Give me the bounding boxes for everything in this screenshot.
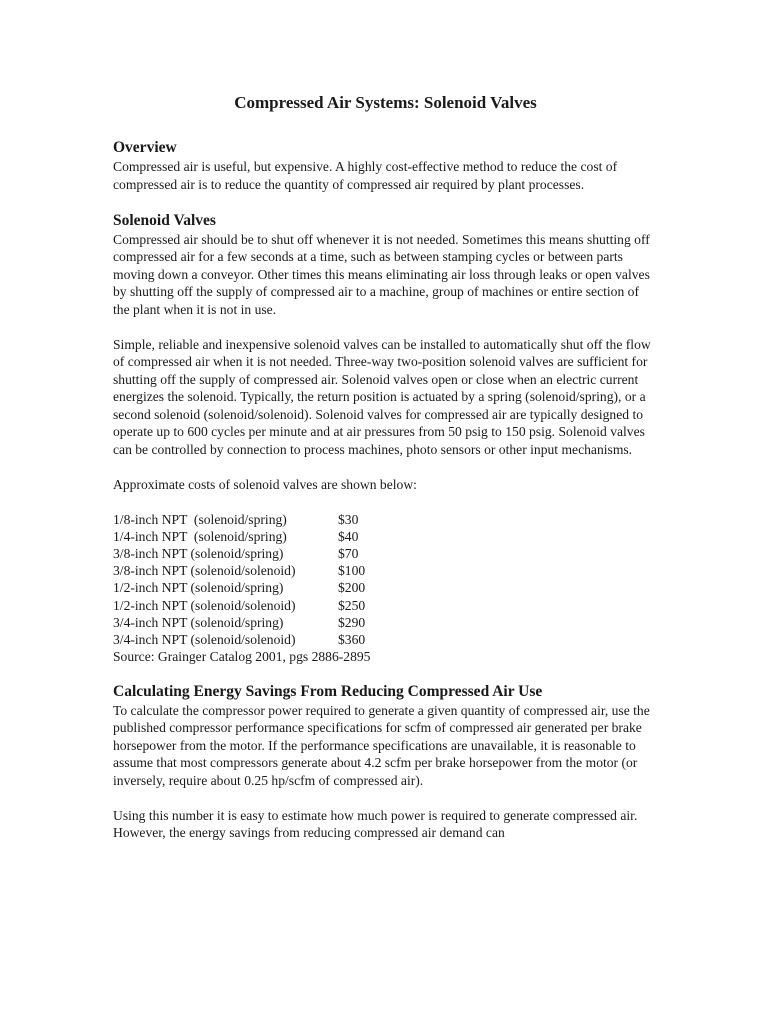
cost-value: $250 — [338, 597, 366, 613]
overview-heading: Overview — [113, 139, 177, 156]
cost-row — [113, 545, 658, 562]
cost-row — [113, 631, 658, 648]
solenoid-paragraph-1: Compressed air should be to shut off whenever it is not needed. Sometimes this means shutting off compressed air for a few seconds at a time, such as between stamping cycles or between parts moving down a conveyor. Other times this means eliminating air loss through leaks or open valves by shutting off the supply of compressed air to a machine, group of machines or entire section of the plant when it is not in use. — [113, 231, 650, 317]
cost-value: $200 — [338, 580, 366, 596]
energy-savings-heading: Calculating Energy Savings From Reducing Compressed Air Use — [113, 682, 543, 700]
energy-savings-section — [113, 682, 658, 842]
cost-value: $40 — [338, 528, 359, 544]
cost-value: $360 — [338, 631, 366, 647]
solenoid-paragraph-2: Simple, reliable and inexpensive solenoid valves can be installed to automatically shut off the flow of compressed air when it is not needed. Three-way two-position solenoid valves are sufficient for shutting off the supply of compressed air. Solenoid valves open or close when an electric current energizes the solenoid. Typically, the return position is actuated by a spring (solenoid/spring), or a second solenoid (solenoid/solenoid). Solenoid valves for compressed air are typically designed to operate up to 600 cycles per minute and at air pressures from 50 psig to 150 psig. Solenoid valves can be controlled by connection to process machines, photo sensors or other input mechanisms. — [113, 336, 651, 457]
cost-row — [113, 597, 658, 614]
overview-paragraph: Compressed air is useful, but expensive. A highly cost-effective method to reduce the cost of compressed air is to reduce the quantity of compressed air required by plant processes. — [113, 159, 618, 192]
cost-item: 1/4-inch NPT (solenoid/spring) — [113, 528, 287, 544]
cost-row — [113, 511, 658, 528]
cost-row — [113, 614, 658, 631]
cost-value: $70 — [338, 545, 359, 561]
savings-paragraph-2: Using this number it is easy to estimate how much power is required to generate compressed air. However, the energy savings from reducing compressed air demand can — [113, 807, 638, 841]
cost-item: 1/2-inch NPT (solenoid/spring) — [113, 580, 284, 596]
cost-value: $30 — [338, 511, 359, 527]
valve-cost-list — [113, 511, 658, 649]
cost-value: $100 — [338, 563, 366, 579]
cost-row — [113, 562, 658, 579]
document-page — [113, 92, 658, 859]
overview-section — [113, 138, 658, 193]
cost-row — [113, 528, 658, 545]
document-title: Compressed Air Systems: Solenoid Valves — [234, 93, 537, 112]
cost-item: 3/8-inch NPT (solenoid/solenoid) — [113, 563, 296, 579]
cost-item: 1/2-inch NPT (solenoid/solenoid) — [113, 597, 296, 613]
cost-row — [113, 579, 658, 596]
costs-source: Source: Grainger Catalog 2001, pgs 2886-2895 — [113, 649, 371, 665]
cost-item: 3/4-inch NPT (solenoid/spring) — [113, 614, 284, 630]
savings-paragraph-1: To calculate the compressor power required to generate a given quantity of compressed air, use the published compressor performance specifications for scfm of compressed air generated per brake horsepower from the motor. If the performance specifications are unavailable, it is reasonable to assume that most compressors generate about 4.2 scfm per brake horsepower from the motor (or inversely, require about 0.25 hp/scfm of compressed air). — [113, 702, 650, 788]
costs-intro: Approximate costs of solenoid valves are shown below: — [113, 476, 417, 492]
cost-item: 3/8-inch NPT (solenoid/spring) — [113, 545, 284, 561]
cost-value: $290 — [338, 614, 366, 630]
cost-item: 1/8-inch NPT (solenoid/spring) — [113, 511, 287, 527]
solenoid-valves-section — [113, 211, 658, 666]
cost-item: 3/4-inch NPT (solenoid/solenoid) — [113, 631, 296, 647]
solenoid-valves-heading: Solenoid Valves — [113, 211, 216, 229]
